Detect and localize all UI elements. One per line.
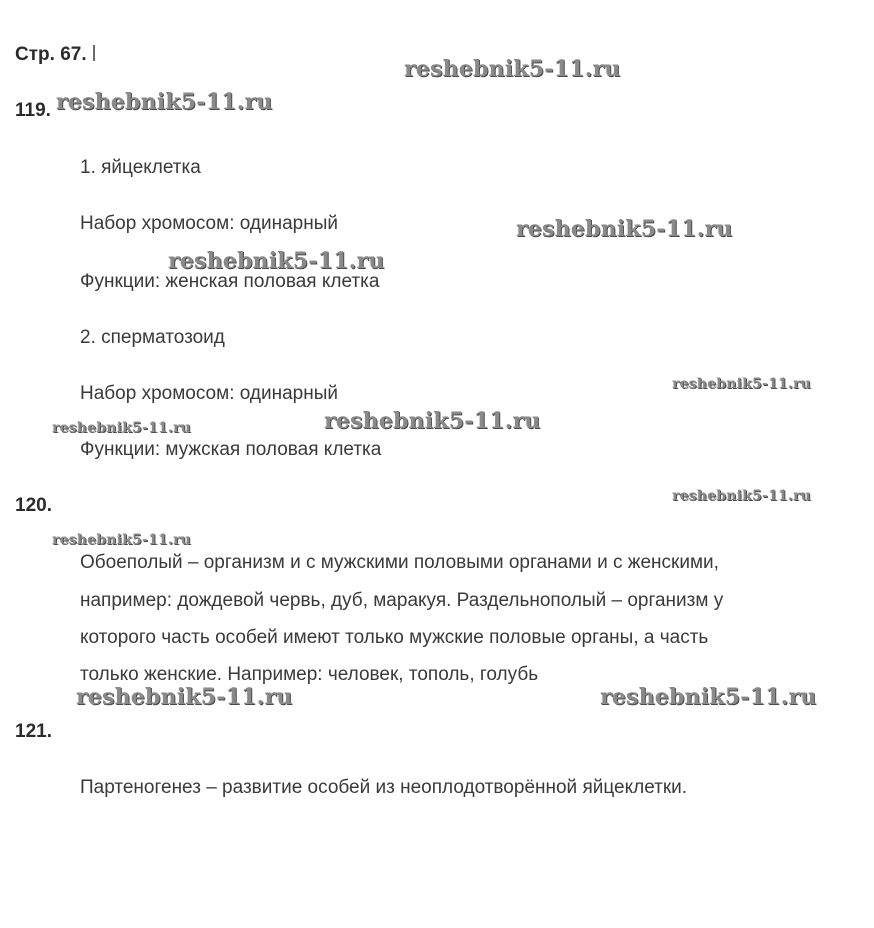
watermark: reshebnik5-11.ru xyxy=(672,488,811,504)
text-cursor-icon xyxy=(93,45,95,61)
watermark: reshebnik5-11.ru xyxy=(672,376,811,392)
watermark: reshebnik5-11.ru xyxy=(52,420,191,436)
task-119-line-4: 2. сперматозоид xyxy=(80,327,225,348)
watermark: reshebnik5-11.ru xyxy=(324,408,541,434)
watermark: reshebnik5-11.ru xyxy=(56,89,273,115)
task-number-120: 120. xyxy=(15,495,52,516)
task-121-line-1: Партеногенез – развитие особей из неоплодотворённой яйцеклетки. xyxy=(80,777,688,798)
task-120-line-4: только женские. Например: человек, тополь, голубь xyxy=(80,664,539,685)
task-number-119: 119. xyxy=(15,100,51,121)
page-header-text: Стр. 67. xyxy=(15,44,87,65)
watermark: reshebnik5-11.ru xyxy=(52,532,191,548)
task-119-line-2: Набор хромосом: одинарный xyxy=(80,213,338,234)
watermark: reshebnik5-11.ru xyxy=(76,684,293,710)
task-119-line-1: 1. яйцеклетка xyxy=(80,157,201,178)
watermark: reshebnik5-11.ru xyxy=(168,248,385,274)
watermark: reshebnik5-11.ru xyxy=(516,216,733,242)
watermark: reshebnik5-11.ru xyxy=(404,56,621,82)
page-header xyxy=(15,44,95,66)
task-120-line-2: например: дождевой червь, дуб, маракуя. Раздельнополый – организм у xyxy=(80,590,724,611)
task-119-line-6: Функции: мужская половая клетка xyxy=(80,439,382,460)
task-120-line-1: Обоеполый – организм и с мужскими половыми органами и с женскими, xyxy=(80,552,719,573)
watermark: reshebnik5-11.ru xyxy=(600,684,817,710)
task-119-line-3: Функции: женская половая клетка xyxy=(80,271,380,292)
task-120-line-3: которого часть особей имеют только мужские половые органы, а часть xyxy=(80,627,709,648)
task-119-line-5: Набор хромосом: одинарный xyxy=(80,383,338,404)
task-number-121: 121. xyxy=(15,721,52,742)
